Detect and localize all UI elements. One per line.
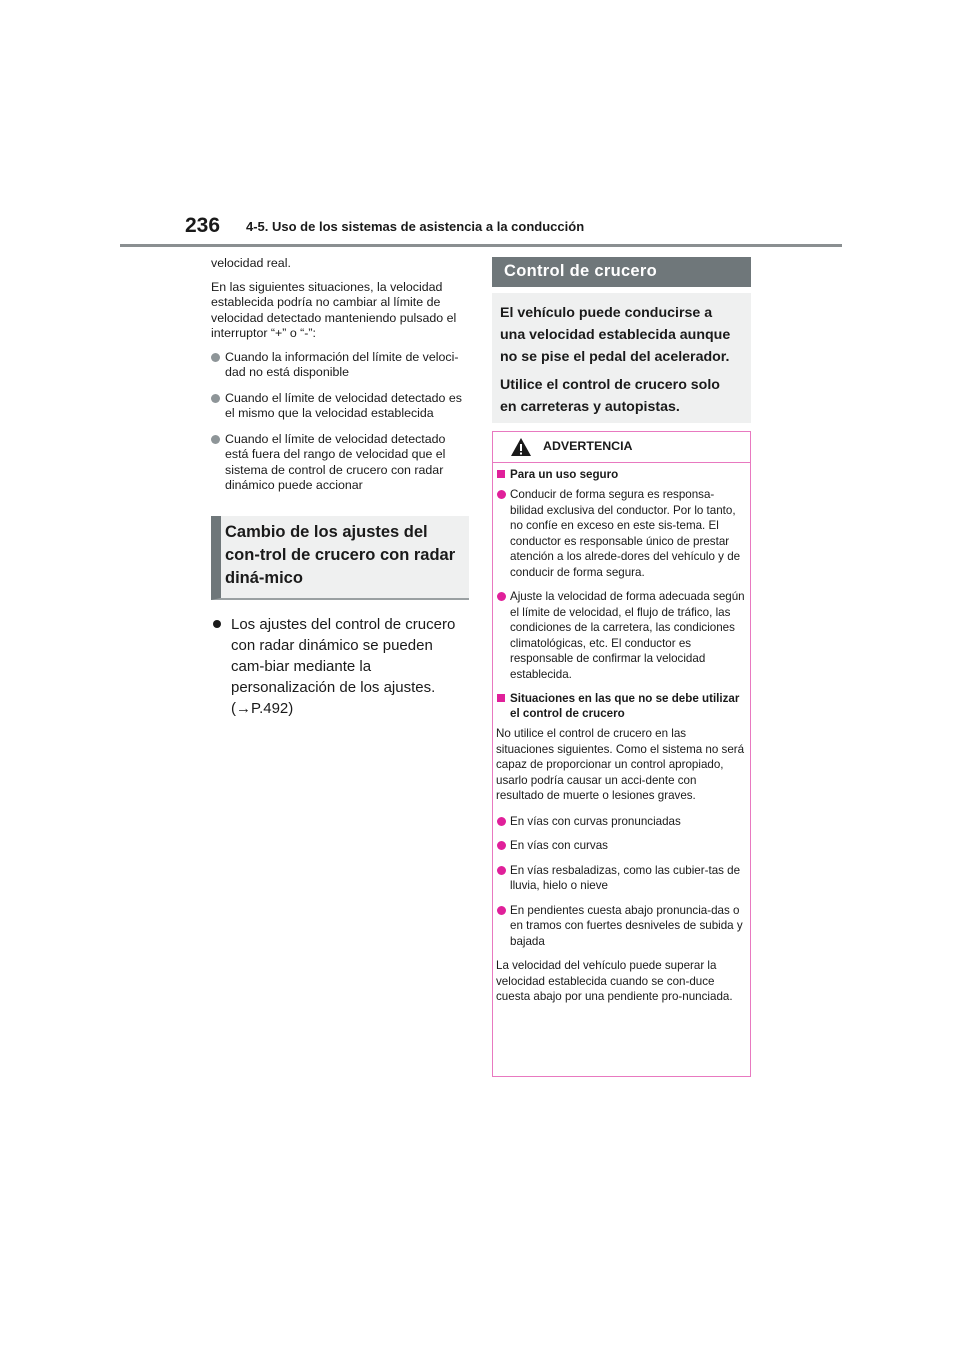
bullet-icon [497, 866, 506, 875]
bullet-icon [497, 841, 506, 850]
warning-paragraph: La velocidad del vehículo puede superar la velocidad establecida cuando se con-duce cuesta abajo por una pendiente pro-nunciada. [496, 959, 733, 1003]
section-title: 4-5. Uso de los sistemas de asistencia a la conducción [246, 219, 585, 234]
list-item: Cuando el límite de velocidad detectado es el mismo que la velocidad establecida [211, 391, 469, 422]
header-rule [120, 244, 842, 247]
list-item: Cuando el límite de velocidad detectado está fuera del rango de velocidad que el sistema de control de crucero con radar dinámico puede accionar [211, 432, 469, 494]
paragraph: velocidad real. [211, 256, 291, 270]
page-number: 236 [185, 214, 221, 237]
square-bullet-icon [497, 470, 505, 478]
intro-box [492, 293, 751, 423]
bullet-icon [497, 592, 506, 601]
list-item: Cuando la información del límite de veloci-dad no está disponible [211, 350, 469, 381]
bullet-icon [211, 353, 220, 362]
warning-item: En pendientes cuesta abajo pronuncia-das o en tramos con fuertes desniveles de subida y bajada [496, 903, 745, 950]
warning-item: Conducir de forma segura es responsa-bilidad exclusiva del conductor. Por lo tanto, no confíe en exceso en este sis-tema. El conductor es responsable único de prestar atención a los alrede-dores del vehículo y de conducir de forma segura. [496, 487, 745, 580]
warning-icon [510, 437, 532, 457]
condition-list [211, 350, 469, 494]
bullet-icon [211, 394, 220, 403]
bullet-icon [497, 906, 506, 915]
list-item: Los ajustes del control de crucero con radar dinámico se pueden cam-biar mediante la personalización de los ajustes. (→P.492) [211, 614, 469, 719]
warning-item: Ajuste la velocidad de forma adecuada según el límite de velocidad, el flujo de tráfico, las condiciones de la carretera, las condiciones climatológicas, etc. El conductor es responsable de confirmar la velocidad establecida. [496, 589, 745, 682]
warning-item: En vías resbaladizas, como las cubier-tas de lluvia, hielo o nieve [496, 863, 745, 894]
intro-text: El vehículo puede conducirse a una velocidad establecida aunque no se pise el pedal del acelerador. [500, 305, 731, 365]
section-heading: Control de crucero [492, 257, 751, 287]
warning-subheading: Para un uso seguro [496, 467, 745, 482]
bullet-icon [211, 435, 220, 444]
bullet-icon [497, 817, 506, 826]
subsection-heading: Cambio de los ajustes del con-trol de crucero con radar diná-mico [211, 516, 469, 600]
warning-box [492, 431, 751, 1077]
warning-title: ADVERTENCIA [543, 439, 633, 453]
warning-paragraph: No utilice el control de crucero en las situaciones siguientes. Como el sistema no será capaz de proporcionar un control apropiado, usarlo podría causar un acci-dente con resultado de muerte o lesiones graves. [496, 727, 745, 802]
warning-item: En vías con curvas pronunciadas [496, 814, 745, 830]
warning-header [493, 432, 750, 463]
bullet-icon [213, 620, 221, 628]
paragraph: En las siguientes situaciones, la velocidad establecida podría no cambiar al límite de velocidad detectado manteniendo pulsado el interruptor “+” o “-”: [211, 279, 457, 340]
intro-text: Utilice el control de crucero solo en carreteras y autopistas. [500, 377, 720, 415]
bullet-icon [497, 490, 506, 499]
warning-item: En vías con curvas [496, 838, 745, 854]
square-bullet-icon [497, 694, 505, 702]
left-column [211, 256, 469, 719]
warning-subheading: Situaciones en las que no se debe utilizar el control de crucero [496, 691, 745, 721]
